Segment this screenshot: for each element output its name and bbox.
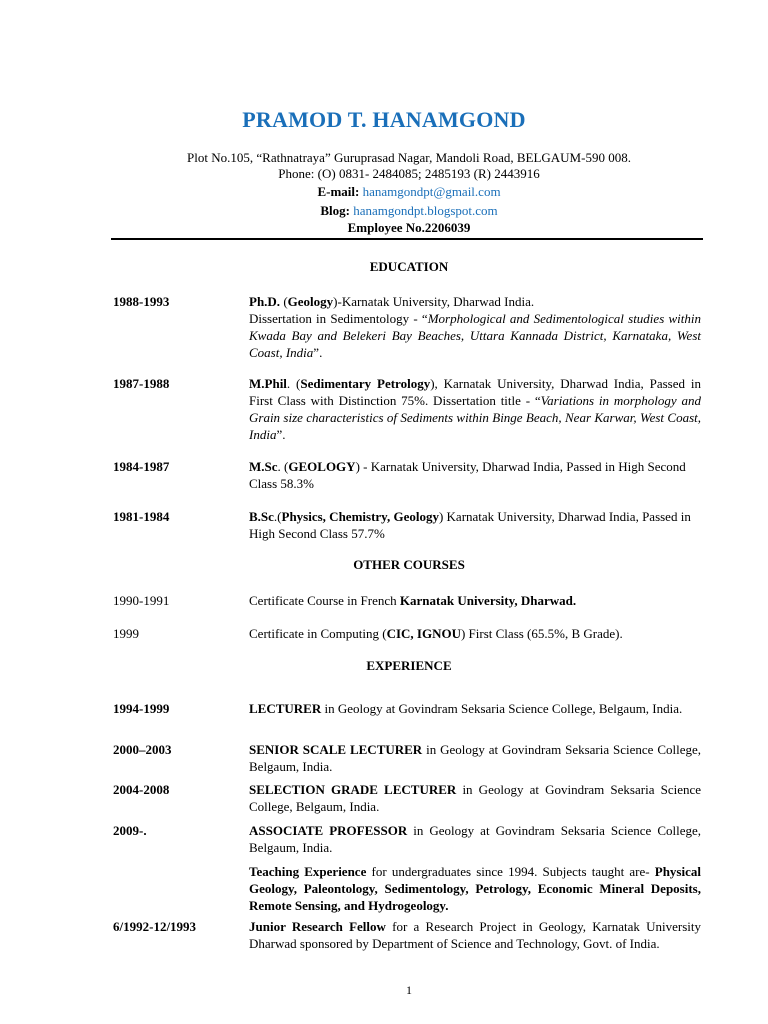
entry-text: Certificate in Computing ( bbox=[249, 626, 387, 641]
entry-text: ), Karnatak University, Dharwad India, Passed in First Class with Distinction 75%. Dissertation title - “ bbox=[249, 376, 701, 408]
research-role: Junior Research Fellow bbox=[249, 919, 386, 934]
subject: GEOLOGY bbox=[288, 459, 356, 474]
entry-text: . ( bbox=[286, 376, 301, 391]
subject: Sedimentary Petrology bbox=[300, 376, 431, 391]
section-heading-other-courses: OTHER COURSES bbox=[353, 557, 465, 572]
institution: CIC, IGNOU bbox=[386, 626, 461, 641]
subject: Geology bbox=[287, 294, 334, 309]
experience-entry bbox=[249, 781, 701, 815]
education-year: 1988-1993 bbox=[113, 294, 170, 309]
entry-text: . ( bbox=[277, 459, 289, 474]
entry-text: ) Karnatak University, Dharwad India, Passed in High Second Class 57.7% bbox=[249, 509, 691, 541]
experience-entry bbox=[249, 822, 701, 856]
institution: Karnatak University, Dharwad. bbox=[399, 593, 577, 608]
email-link[interactable]: hanamgondpt@gmail.com bbox=[362, 184, 501, 199]
experience-year: 2004-2008 bbox=[113, 782, 170, 797]
entry-text: ”. bbox=[313, 345, 323, 360]
entry-text: in Geology at Govindram Seksaria Science College, Belgaum, India. bbox=[321, 701, 683, 716]
research-year: 6/1992-12/1993 bbox=[113, 919, 197, 934]
entry-text: for undergraduates since 1994. Subjects taught are- bbox=[366, 864, 650, 879]
entry-text: in Geology at Govindram Seksaria Science College, Belgaum, India. bbox=[249, 782, 702, 814]
section-heading-education: EDUCATION bbox=[369, 259, 449, 274]
email-line bbox=[0, 184, 768, 200]
email-label: E-mail: bbox=[317, 184, 360, 199]
entry-text: ) First Class (65.5%, B Grade). bbox=[460, 626, 623, 641]
education-entry bbox=[249, 508, 701, 542]
employee-number: Employee No.2206039 bbox=[347, 220, 471, 235]
degree: B.Sc bbox=[249, 509, 274, 524]
entry-text: .( bbox=[273, 509, 282, 524]
entry-text: ) - Karnatak University, Dharwad India, Passed in High Second Class 58.3% bbox=[249, 459, 686, 491]
dissertation-title: Morphological and Sedimentological studies within Kwada Bay and Belekeri Bay Beaches, Uttara Kannada District, Karnataka, West Coast, India bbox=[249, 311, 701, 360]
section-heading-experience: EXPERIENCE bbox=[366, 658, 452, 673]
entry-text: in Geology at Govindram Seksaria Science College, Belgaum, India. bbox=[249, 742, 701, 774]
teaching-experience bbox=[249, 863, 701, 914]
course-entry bbox=[249, 625, 701, 642]
job-title: ASSOCIATE PROFESSOR bbox=[249, 823, 408, 838]
blog-label: Blog: bbox=[320, 203, 350, 218]
page-number: 1 bbox=[406, 983, 412, 997]
blog-line bbox=[0, 203, 768, 219]
entry-text: )-Karnatak University, Dharwad India. bbox=[333, 294, 535, 309]
job-title: SENIOR SCALE LECTURER bbox=[249, 742, 423, 757]
course-entry bbox=[249, 592, 701, 609]
header-divider bbox=[111, 238, 703, 240]
phone-line: Phone: (O) 0831- 2484085; 2485193 (R) 2443916 bbox=[278, 166, 540, 181]
course-year: 1990-1991 bbox=[113, 593, 170, 608]
blog-link[interactable]: hanamgondpt.blogspot.com bbox=[353, 203, 498, 218]
degree: M.Sc bbox=[249, 459, 278, 474]
address-line: Plot No.105, “Rathnatraya” Guruprasad Nagar, Mandoli Road, BELGAUM-590 008. bbox=[187, 150, 631, 165]
entry-text: ”. bbox=[276, 427, 286, 442]
entry-text: Certificate Course in French bbox=[249, 593, 400, 608]
entry-text: for a Research Project in Geology, Karnatak University Dharwad sponsored by Department of Science and Technology, Govt. of India. bbox=[249, 919, 701, 951]
candidate-name: PRAMOD T. HANAMGOND bbox=[242, 107, 526, 132]
education-entry bbox=[249, 375, 701, 443]
course-year: 1999 bbox=[113, 626, 139, 641]
entry-text: ( bbox=[280, 294, 288, 309]
experience-year: 2009-. bbox=[113, 823, 147, 838]
entry-text: in Geology at Govindram Seksaria Science College, Belgaum, India. bbox=[249, 823, 702, 855]
research-entry bbox=[249, 918, 701, 952]
degree: M.Phil bbox=[249, 376, 287, 391]
subject: Physics, Chemistry, Geology bbox=[281, 509, 439, 524]
teaching-label: Teaching Experience bbox=[249, 864, 367, 879]
job-title: LECTURER bbox=[249, 701, 322, 716]
experience-entry bbox=[249, 700, 701, 717]
job-title: SELECTION GRADE LECTURER bbox=[249, 782, 457, 797]
education-year: 1984-1987 bbox=[113, 459, 170, 474]
subjects-taught: Physical Geology, Paleontology, Sedimentology, Petrology, Economic Mineral Deposits, Remote Sensing, and Hydrogeology. bbox=[249, 864, 701, 913]
experience-year: 1994-1999 bbox=[113, 701, 170, 716]
education-entry bbox=[249, 458, 701, 492]
dissertation-title: Variations in morphology and Grain size characteristics of Sediments within Binge Beach, Near Karwar, West Coast, India bbox=[249, 393, 701, 442]
education-year: 1981-1984 bbox=[113, 509, 170, 524]
experience-year: 2000–2003 bbox=[113, 742, 172, 757]
education-entry bbox=[249, 293, 701, 361]
entry-text: Dissertation in Sedimentology - “ bbox=[249, 311, 428, 326]
education-year: 1987-1988 bbox=[113, 376, 170, 391]
degree: Ph.D. bbox=[249, 294, 281, 309]
experience-entry bbox=[249, 741, 701, 775]
